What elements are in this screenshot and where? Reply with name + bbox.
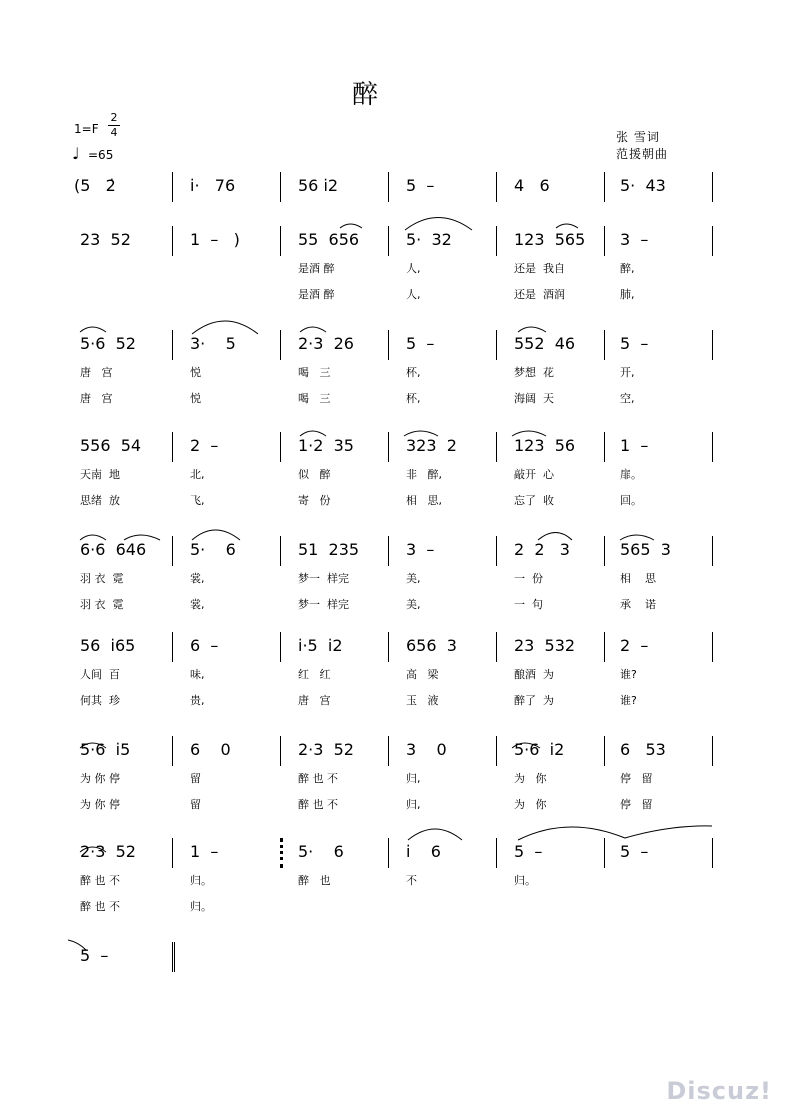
measure: 23 52 — [80, 230, 131, 249]
lyric: 是酒 醉 — [298, 288, 335, 301]
lyric: 为 你 — [514, 798, 547, 811]
lyric: 停 留 — [620, 798, 653, 811]
measure: 552 46 — [514, 334, 576, 353]
measure: 23 532 — [514, 636, 576, 655]
lyric: 寄 份 — [298, 494, 331, 507]
measure: 2 2 3 — [514, 540, 570, 559]
lyric: 喝 三 — [298, 392, 331, 405]
lyric: 悦 — [190, 366, 201, 379]
lyric: 高 梁 — [406, 668, 439, 681]
lyric: 梦想 花 — [514, 366, 554, 379]
measure: 2 – — [190, 436, 219, 455]
lyric: 醉了 为 — [514, 694, 554, 707]
lyric: 天南 地 — [80, 468, 120, 481]
measure: 2 – — [620, 636, 649, 655]
measure: 5 – — [514, 842, 543, 861]
lyric: 唐 宫 — [298, 694, 331, 707]
lyric: 还是 酒润 — [514, 288, 565, 301]
lyric: 醉 也 不 — [298, 798, 338, 811]
measure: 1·2 35 — [298, 436, 354, 455]
lyric: 停 留 — [620, 772, 653, 785]
composer-credit: 范援朝曲 — [616, 147, 669, 161]
measure: 5 – — [620, 842, 649, 861]
measure: 123 565 — [514, 230, 586, 249]
lyric: 海阔 天 — [514, 392, 554, 405]
measure: 5 – — [620, 334, 649, 353]
lyric: 美, — [406, 598, 421, 611]
lyric: 留 — [190, 798, 201, 811]
measure: 1 – — [190, 842, 219, 861]
lyric: 忘了 收 — [514, 494, 554, 507]
measure: 123 56 — [514, 436, 576, 455]
lyric: 飞, — [190, 494, 205, 507]
measure: 2·3 52 — [80, 842, 136, 861]
watermark: Discuz! — [666, 1077, 772, 1105]
lyric: 不 — [406, 874, 417, 887]
lyric: 归。 — [190, 874, 212, 887]
lyric: 为 你 停 — [80, 798, 120, 811]
lyric: 裳, — [190, 598, 205, 611]
lyric: 羽 衣 霓 — [80, 572, 124, 585]
lyric: 红 红 — [298, 668, 331, 681]
lyric: 杯, — [406, 392, 421, 405]
measure: i̇ 6 — [406, 842, 441, 861]
lyric: 味, — [190, 668, 205, 681]
lyric: 肺, — [620, 288, 635, 301]
lyric: 回。 — [620, 494, 642, 507]
lyric: 还是 我自 — [514, 262, 565, 275]
lyric: 承 诺 — [620, 598, 656, 611]
lyric: 醉 也 — [298, 874, 331, 887]
measure: 5·6 52 — [80, 334, 136, 353]
lyric: 相 思 — [620, 572, 656, 585]
measure: 51 235 — [298, 540, 360, 559]
lyric: 北, — [190, 468, 205, 481]
tempo: =65 — [88, 148, 114, 162]
lyric: 醉 也 不 — [80, 900, 120, 913]
lyric: 似 醉 — [298, 468, 331, 481]
measure: 5 – — [80, 946, 109, 965]
lyric: 为 你 停 — [80, 772, 120, 785]
measure: 1 – ) — [190, 230, 240, 249]
lyric: 羽 衣 霓 — [80, 598, 124, 611]
lyric: 扉。 — [620, 468, 642, 481]
measure: 5 – — [406, 334, 435, 353]
measure: 3· 5 — [190, 334, 236, 353]
measure: (5 2̇ — [74, 176, 116, 195]
measure: 3 0 — [406, 740, 447, 759]
lyric: 悦 — [190, 392, 201, 405]
measure: 5·6 i̇5 — [80, 740, 131, 759]
lyric: 归, — [406, 798, 421, 811]
measure: 3 – — [620, 230, 649, 249]
lyric: 杯, — [406, 366, 421, 379]
measure: i̇·5 i̇2 — [298, 636, 343, 655]
lyric: 人间 百 — [80, 668, 120, 681]
lyric: 思绪 放 — [80, 494, 120, 507]
measure: 5· 6 — [190, 540, 236, 559]
lyric: 归, — [406, 772, 421, 785]
lyric: 敲开 心 — [514, 468, 554, 481]
time-signature-top: 2 — [110, 111, 118, 124]
lyric: 留 — [190, 772, 201, 785]
lyric: 何其 珍 — [80, 694, 120, 707]
song-title: 醉 — [352, 80, 379, 110]
lyric: 喝 三 — [298, 366, 331, 379]
lyric: 非 醉, — [406, 468, 442, 481]
measure: 556 54 — [80, 436, 142, 455]
lyric: 玉 液 — [406, 694, 439, 707]
lyric: 归。 — [190, 900, 212, 913]
lyric: 相 思, — [406, 494, 442, 507]
lyric: 人, — [406, 262, 421, 275]
measure: 2·3 26 — [298, 334, 354, 353]
measure: 6 0 — [190, 740, 231, 759]
measure: 5 – — [406, 176, 435, 195]
lyric: 谁? — [620, 668, 637, 681]
lyric: 唐 宫 — [80, 366, 113, 379]
measure: 5· 43 — [620, 176, 666, 195]
measure: 1 – — [620, 436, 649, 455]
quarter-note-icon: ♩ — [72, 144, 80, 163]
measure: 6 53 — [620, 740, 666, 759]
lyric: 唐 宫 — [80, 392, 113, 405]
measure: 4 6 — [514, 176, 550, 195]
key-signature: 1=F — [74, 122, 99, 136]
measure: 5· 32 — [406, 230, 452, 249]
measure: 55 656 — [298, 230, 360, 249]
lyric: 一 份 — [514, 572, 543, 585]
measure: 56 i̇2 — [298, 176, 339, 195]
measure: 565 3 — [620, 540, 671, 559]
lyric: 酿酒 为 — [514, 668, 554, 681]
measure: 5·6 i̇2 — [514, 740, 565, 759]
lyric: 醉, — [620, 262, 635, 275]
time-signature-bottom: 4 — [110, 126, 118, 139]
lyric: 归。 — [514, 874, 536, 887]
measure: 656 3 — [406, 636, 457, 655]
measure: 5· 6 — [298, 842, 344, 861]
lyric: 梦一 样完 — [298, 572, 349, 585]
lyric: 美, — [406, 572, 421, 585]
lyric: 一 句 — [514, 598, 543, 611]
measure: 2·3 52 — [298, 740, 354, 759]
lyric: 谁? — [620, 694, 637, 707]
measure: 6·6 646 — [80, 540, 147, 559]
measure: 6 – — [190, 636, 219, 655]
lyric: 贵, — [190, 694, 205, 707]
lyric: 裳, — [190, 572, 205, 585]
measure: i̇· 76 — [190, 176, 236, 195]
measure: 56 i̇65 — [80, 636, 136, 655]
lyric: 开, — [620, 366, 635, 379]
lyric: 为 你 — [514, 772, 547, 785]
lyric: 梦一 样完 — [298, 598, 349, 611]
lyric: 是酒 醉 — [298, 262, 335, 275]
lyric: 醉 也 不 — [298, 772, 338, 785]
lyricist-credit: 张 雪词 — [616, 130, 660, 144]
lyric: 空, — [620, 392, 635, 405]
lyric: 人, — [406, 288, 421, 301]
measure: 323 2 — [406, 436, 457, 455]
lyric: 醉 也 不 — [80, 874, 120, 887]
measure: 3 – — [406, 540, 435, 559]
